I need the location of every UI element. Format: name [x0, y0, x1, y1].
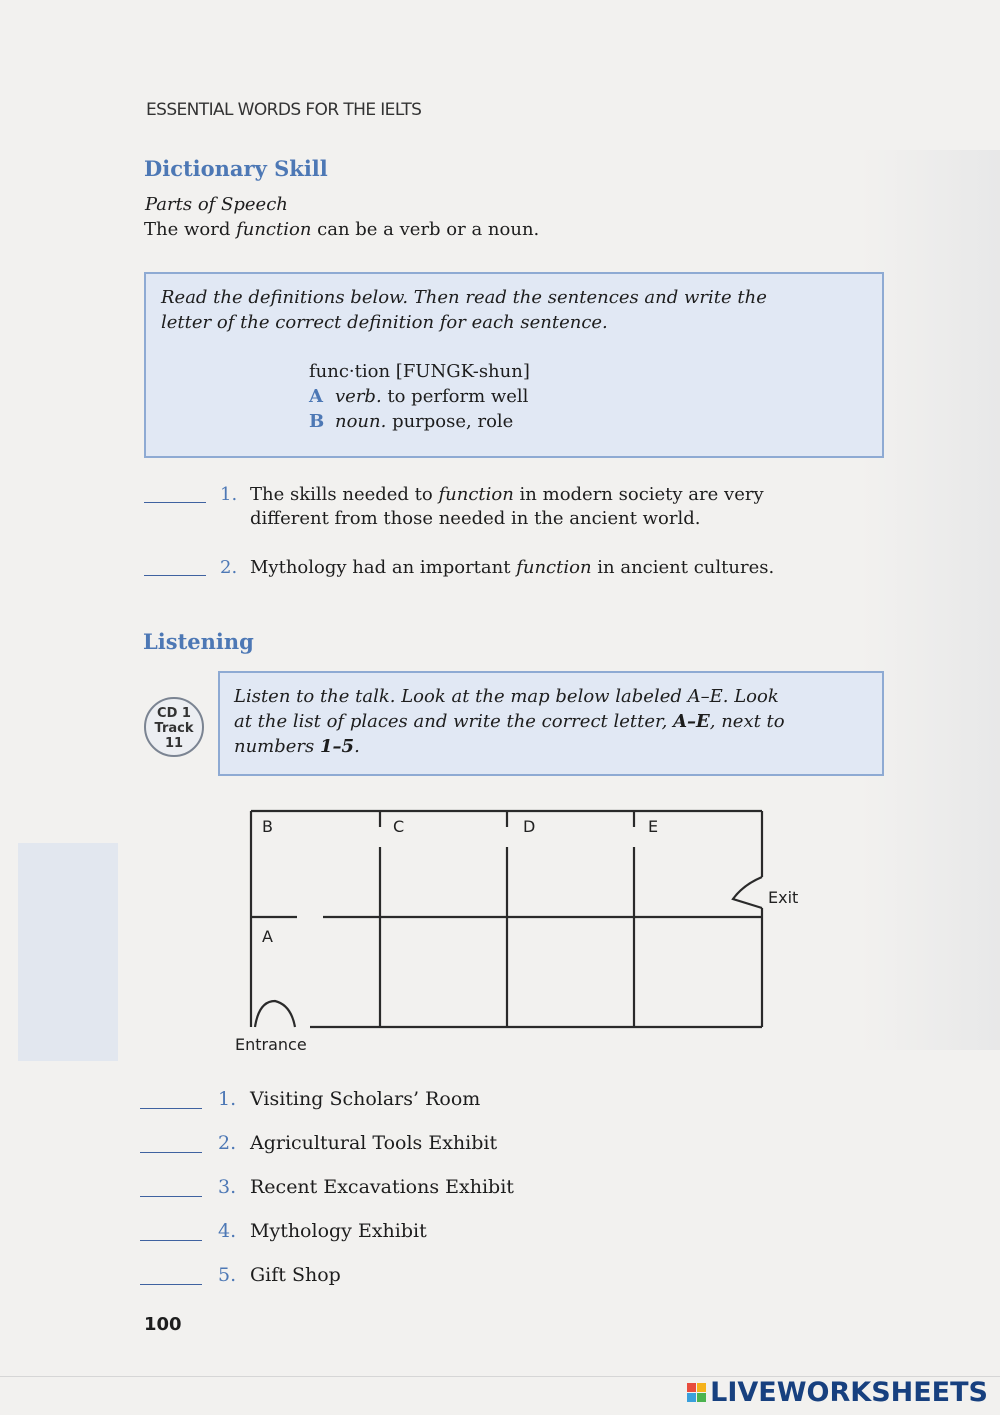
- definition-a-pos: verb.: [335, 386, 382, 407]
- definition-instruction: [161, 285, 767, 335]
- listening-line-2c: , next to: [709, 711, 785, 732]
- definition-b: [309, 411, 513, 432]
- listening-heading: Listening: [143, 629, 254, 654]
- sentence-2-answer-blank[interactable]: [144, 555, 206, 576]
- intro-suffix: can be a verb or a noun.: [311, 219, 540, 240]
- listening-line-2: [234, 709, 785, 734]
- sentence-2-before: Mythology had an important: [250, 557, 517, 578]
- map-label-e: E: [648, 817, 659, 836]
- definition-a-letter: A: [309, 386, 323, 407]
- place-2-number: 2.: [218, 1132, 237, 1154]
- place-1-number: 1.: [218, 1088, 237, 1110]
- sentence-1-word: function: [438, 484, 514, 505]
- map-label-exit: Exit: [768, 888, 799, 907]
- place-item-2: [140, 1132, 498, 1154]
- listening-instruction: [234, 684, 785, 759]
- liveworksheets-logo-icon: [687, 1383, 706, 1402]
- listening-line-1: Listen to the talk. Look at the map below labeled A–E. Look: [234, 686, 779, 707]
- definition-b-letter: B: [309, 411, 325, 432]
- listening-line-3b: 1–5: [320, 736, 355, 757]
- book-header: ESSENTIAL WORDS FOR THE IELTS: [146, 100, 422, 120]
- map-exit-door: [733, 877, 762, 908]
- place-1-answer-blank[interactable]: [140, 1088, 202, 1109]
- definition-a-meaning: to perform well: [381, 386, 529, 407]
- listening-line-2b: A–E: [673, 711, 710, 732]
- sentence-1-text: [250, 482, 764, 507]
- sentence-2-word: function: [516, 557, 592, 578]
- place-item-5: [140, 1264, 341, 1286]
- map-label-entrance: Entrance: [235, 1035, 307, 1054]
- definition-box: [144, 272, 884, 458]
- sentence-2: [144, 555, 775, 580]
- museum-floor-map: [225, 805, 815, 1060]
- sentence-2-number: 2.: [220, 557, 238, 578]
- dictionary-skill-heading: Dictionary Skill: [144, 156, 328, 181]
- sentence-1-number: 1.: [220, 484, 238, 505]
- sentence-2-after: in ancient cultures.: [591, 557, 775, 578]
- map-label-d: D: [523, 817, 536, 836]
- place-2-name: Agricultural Tools Exhibit: [250, 1132, 498, 1154]
- place-3-name: Recent Excavations Exhibit: [250, 1176, 514, 1198]
- page-number: 100: [144, 1314, 182, 1335]
- map-label-c: C: [393, 817, 405, 836]
- instruction-line-1: Read the definitions below. Then read the sentences and write the: [161, 287, 767, 308]
- place-4-answer-blank[interactable]: [140, 1220, 202, 1241]
- place-1-name: Visiting Scholars’ Room: [250, 1088, 481, 1110]
- intro-prefix: The word: [144, 219, 237, 240]
- place-item-1: [140, 1088, 481, 1110]
- entry-word: func·tion [FUNGK-shun]: [309, 361, 530, 382]
- place-2-answer-blank[interactable]: [140, 1132, 202, 1153]
- place-3-answer-blank[interactable]: [140, 1176, 202, 1197]
- parts-of-speech-subtitle: Parts of Speech: [145, 194, 288, 215]
- brand-text: LIVEWORKSHEETS: [710, 1377, 988, 1408]
- listening-line-2a: at the list of places and write the correct letter,: [234, 711, 674, 732]
- page-edge-tint: [18, 843, 118, 1061]
- cd-badge-line1: CD 1: [157, 706, 191, 721]
- place-4-name: Mythology Exhibit: [250, 1220, 427, 1242]
- place-5-number: 5.: [218, 1264, 237, 1286]
- place-4-number: 4.: [218, 1220, 237, 1242]
- cd-track-badge: [144, 697, 204, 757]
- instruction-line-2: letter of the correct definition for each sentence.: [161, 312, 608, 333]
- sentence-1: [144, 482, 764, 529]
- intro-word: function: [236, 219, 312, 240]
- listening-line-3a: numbers: [234, 736, 320, 757]
- map-entrance-door: [255, 1001, 295, 1027]
- place-5-name: Gift Shop: [250, 1264, 341, 1286]
- cd-badge-line3: 11: [164, 736, 184, 751]
- sentence-1-after: in modern society are very: [513, 484, 764, 505]
- sentence-1-answer-blank[interactable]: [144, 482, 206, 503]
- dictionary-intro: [144, 219, 539, 240]
- definition-b-meaning: purpose, role: [386, 411, 514, 432]
- map-label-a: A: [262, 927, 273, 946]
- sentence-2-text: [250, 555, 774, 580]
- place-5-answer-blank[interactable]: [140, 1264, 202, 1285]
- place-item-3: [140, 1176, 514, 1198]
- definition-b-pos: noun.: [335, 411, 387, 432]
- place-3-number: 3.: [218, 1176, 237, 1198]
- place-item-4: [140, 1220, 427, 1242]
- sentence-1-before: The skills needed to: [250, 484, 439, 505]
- sentence-1-line2: different from those needed in the ancient world.: [250, 508, 701, 529]
- liveworksheets-brand[interactable]: [687, 1377, 988, 1408]
- map-label-b: B: [262, 817, 273, 836]
- listening-instruction-box: [218, 671, 884, 776]
- listening-line-3: [234, 734, 785, 759]
- definition-a: [309, 386, 528, 407]
- listening-line-3c: .: [354, 736, 360, 757]
- cd-badge-line2: Track: [154, 721, 194, 736]
